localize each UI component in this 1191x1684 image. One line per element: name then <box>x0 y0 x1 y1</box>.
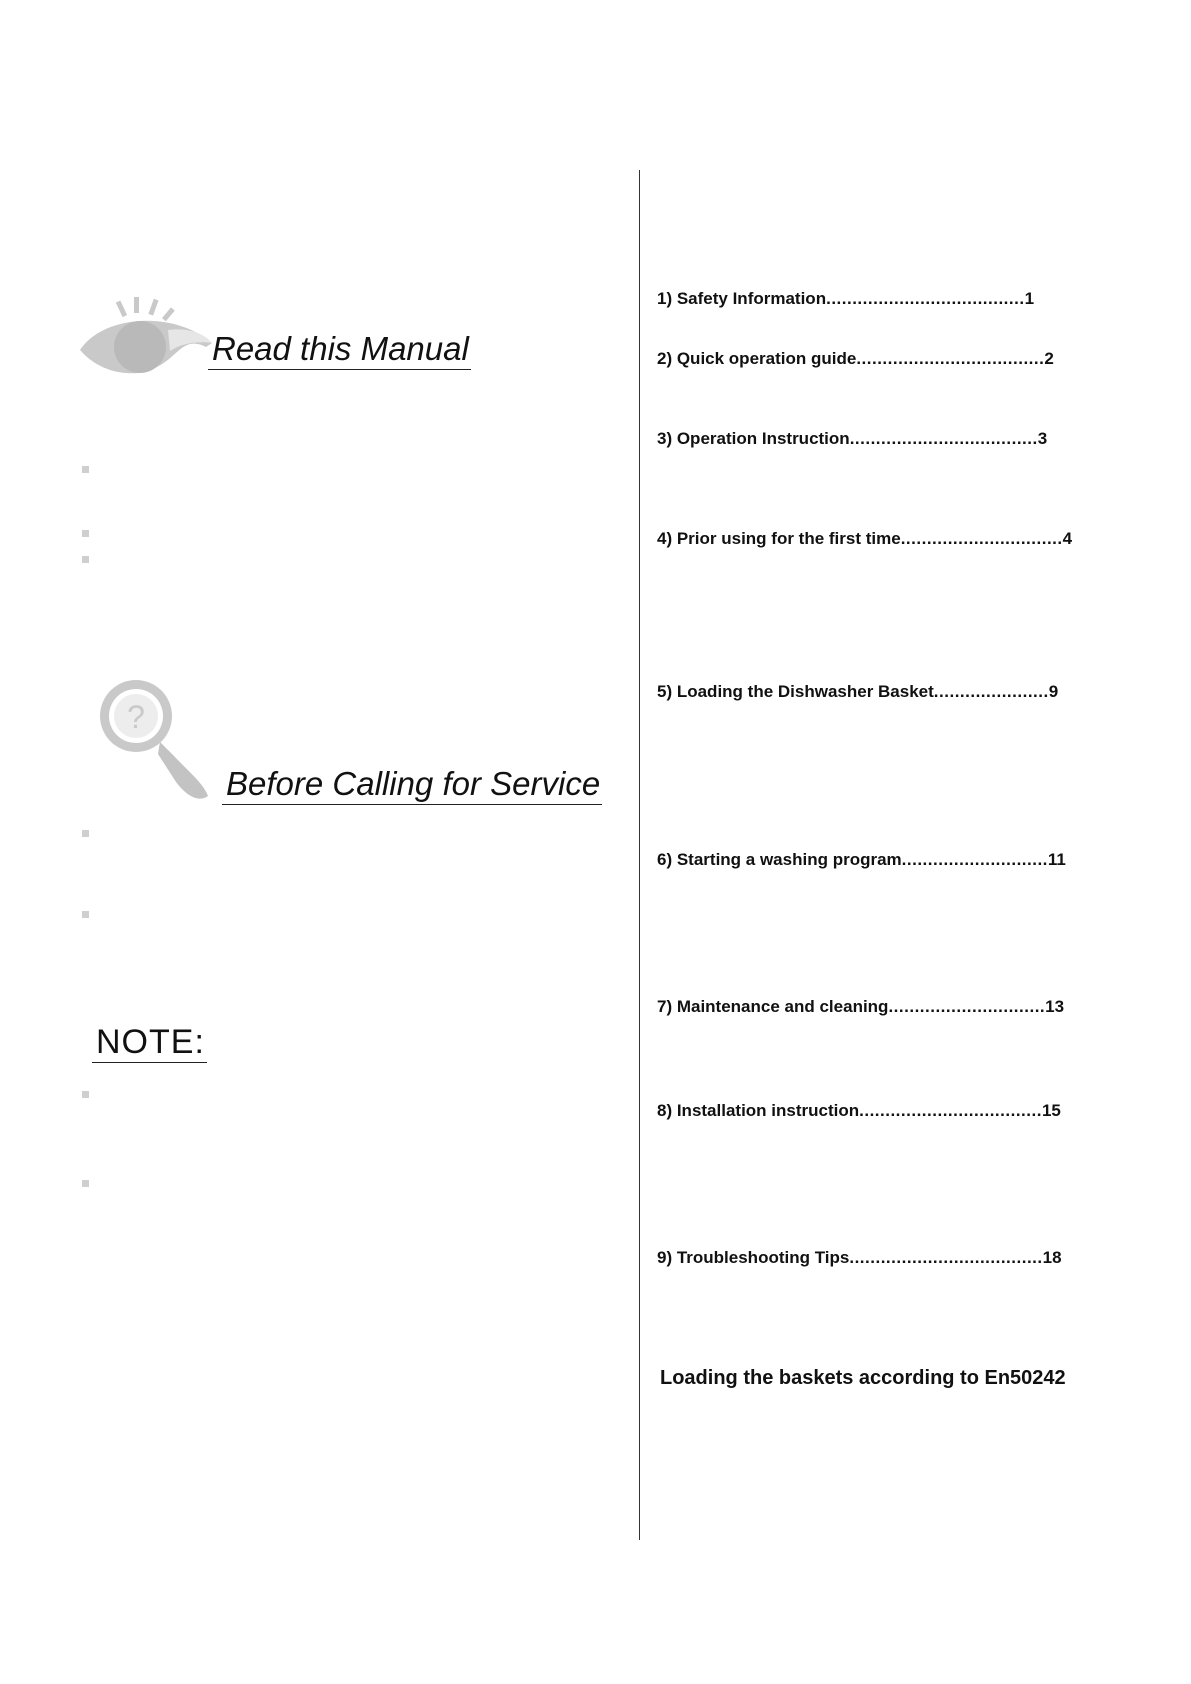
toc-item[interactable]: 8) Installation instruction...................................15 <box>657 1101 1061 1120</box>
loading-baskets-note: Loading the baskets according to En50242 <box>660 1367 1066 1389</box>
eye-icon <box>78 295 213 380</box>
toc-item[interactable]: 6) Starting a washing program............................11 <box>657 850 1066 869</box>
read-manual-heading: Read this Manual <box>208 330 471 370</box>
svg-text:?: ? <box>127 699 145 735</box>
bullet <box>82 556 89 563</box>
toc-item[interactable]: 2) Quick operation guide....................................2 <box>657 349 1054 368</box>
bullet <box>82 530 89 537</box>
column-divider <box>639 170 640 1540</box>
toc-item[interactable]: 3) Operation Instruction....................................3 <box>657 429 1048 448</box>
before-service-heading: Before Calling for Service <box>222 765 602 805</box>
bullet <box>82 1091 89 1098</box>
bullet <box>82 1180 89 1187</box>
toc-item[interactable]: 9) Troubleshooting Tips.....................................18 <box>657 1248 1062 1267</box>
bullet <box>82 911 89 918</box>
toc-item[interactable]: 5) Loading the Dishwasher Basket......................9 <box>657 682 1059 701</box>
bullet <box>82 466 89 473</box>
magnifier-question-icon <box>96 676 216 806</box>
note-heading: NOTE: <box>92 1023 207 1063</box>
toc-item[interactable]: 1) Safety Information......................................1 <box>657 289 1035 308</box>
bullet <box>82 830 89 837</box>
toc-item[interactable]: 7) Maintenance and cleaning..............................13 <box>657 997 1065 1016</box>
toc-item[interactable]: 4) Prior using for the first time...............................4 <box>657 529 1073 548</box>
